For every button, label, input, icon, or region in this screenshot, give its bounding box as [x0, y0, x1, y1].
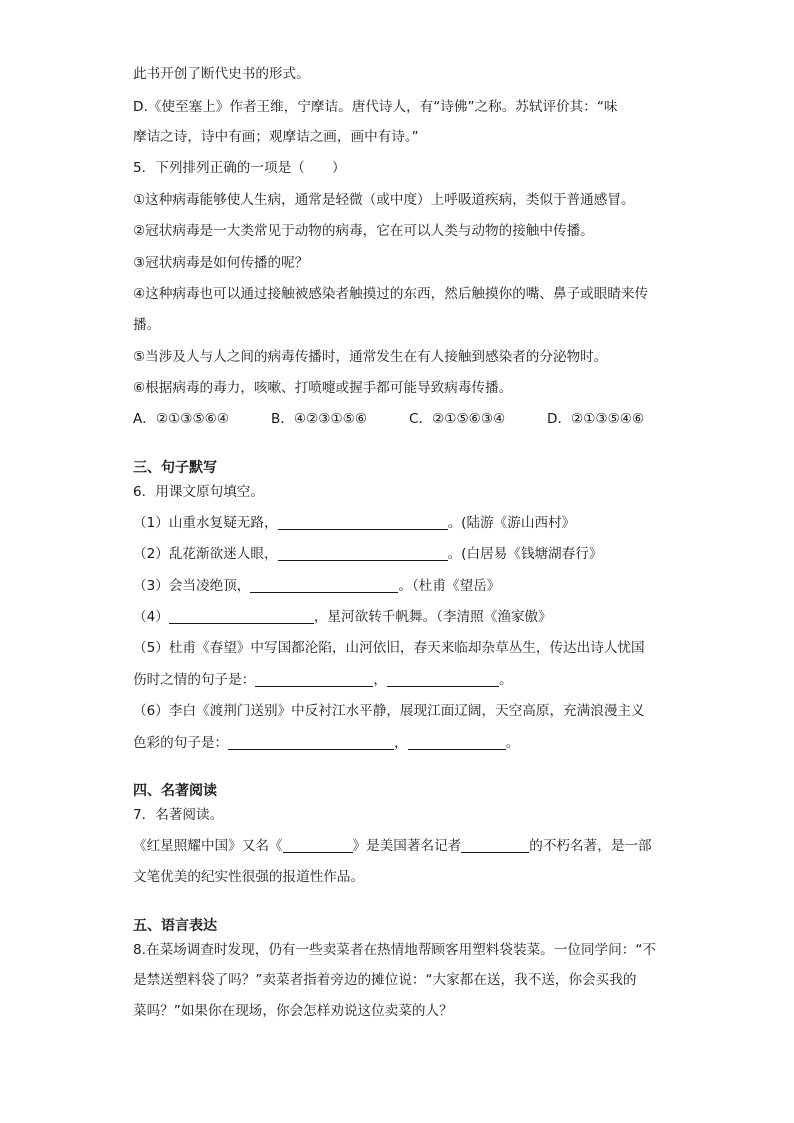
q6-item-6a: （6）李白《渡荆门送别》中反衬江水平静，展现江面辽阔，天空高原，充满浪漫主义	[133, 703, 645, 719]
q7-line-1-text: 《红星照耀中国》又名《	[133, 838, 283, 854]
answer-blank[interactable]	[278, 515, 448, 530]
q5-options	[133, 409, 673, 429]
q5-option-d[interactable]: D．②①③⑤④⑥	[547, 411, 645, 427]
q6-item-3-text: （3）会当凌绝顶，	[133, 578, 251, 594]
q6-item-4-source: ，星河欲转千帆舞。（李清照《渔家傲》	[313, 609, 552, 625]
q6-item-3	[133, 576, 673, 596]
q6-item-5a: （5）杜甫《春望》中写国都沦陷，山河依旧，春天来临却杂草丛生，传达出诗人忧国	[133, 640, 645, 656]
q5-sentence-4b: 播。	[133, 317, 161, 333]
answer-blank[interactable]	[255, 672, 373, 687]
q6-item-5b	[133, 670, 673, 690]
q5-sentence-1: ①这种病毒能够使人生病，通常是轻微（或中度）上呼吸道疾病，类似于普通感冒。	[133, 192, 635, 208]
q5-sentence-3: ③冠状病毒是如何传播的呢？	[133, 255, 309, 271]
answer-blank[interactable]	[387, 672, 499, 687]
q6-item-1-text: （1）山重水复疑无路，	[133, 515, 278, 531]
q6-item-1	[133, 513, 673, 533]
q4-tail-line: 此书开创了断代史书的形式。	[133, 66, 310, 82]
q6-item-2-text: （2）乱花渐欲迷人眼，	[133, 546, 278, 562]
answer-blank[interactable]	[278, 546, 448, 561]
q5-sentence-4a: ④这种病毒也可以通过接触被感染者触摸过的东西，然后触摸你的嘴、鼻子或眼睛来传	[133, 286, 649, 302]
q5-sentence-2: ②冠状病毒是一大类常见于动物的病毒，它在可以人类与动物的接触中传播。	[133, 223, 594, 239]
q6-item-6-period: 。	[505, 735, 520, 751]
answer-blank[interactable]	[228, 735, 394, 750]
q7-line-2: 文笔优美的纪实性很强的报道性作品。	[133, 869, 365, 885]
q7-line-1-end: 的不朽名著，是一部	[529, 838, 652, 854]
answer-blank[interactable]	[408, 735, 506, 750]
q4-option-d-line1: D.《使至塞上》作者王维，宁摩诘。唐代诗人，有“诗佛”之称。苏轼评价其：“味	[133, 99, 618, 115]
q6-item-5-comma: ，	[373, 672, 387, 688]
answer-blank[interactable]	[169, 609, 314, 624]
q4-option-d-line2: 摩诘之诗，诗中有画；观摩诘之画，画中有诗。”	[133, 129, 419, 145]
section-4-title: 四、名著阅读	[133, 783, 217, 799]
q6-item-1-source: 。(陆游《游山西村》	[447, 515, 576, 531]
q6-item-2-source: 。(白居易《钱塘湖春行》	[447, 546, 603, 562]
q6-item-3-source: 。（杜甫《望岳》	[398, 578, 501, 594]
answer-blank[interactable]	[283, 838, 353, 853]
q7-line-1	[133, 836, 673, 856]
q6-item-2	[133, 544, 673, 564]
q6-item-5-prompt: 伤时之情的句子是：	[133, 672, 256, 688]
q5-stem: 5．下列排列正确的一项是（ ）	[133, 160, 346, 176]
q7-line-1-mid: 》是美国著名记者	[352, 838, 462, 854]
q6-item-5-period: 。	[498, 672, 513, 688]
q8-line-2: 是禁送塑料袋了吗？”卖菜者指着旁边的摊位说：“大家都在送，我不送，你会买我的	[133, 972, 637, 988]
q6-item-6-comma: ，	[394, 735, 408, 751]
q6-item-6b	[133, 733, 673, 753]
section-5-title: 五、语言表达	[133, 918, 217, 934]
q5-option-a[interactable]: A．②①③⑤⑥④	[133, 411, 230, 427]
q6-item-4	[133, 607, 673, 627]
q8-line-3: 菜吗？”如果你在现场，你会怎样劝说这位卖菜的人？	[133, 1003, 453, 1019]
q5-option-c[interactable]: C．②①⑤⑥③④	[409, 411, 506, 427]
q5-sentence-6: ⑥根据病毒的毒力，咳嗽、打喷嚏或握手都可能导致病毒传播。	[133, 380, 513, 396]
q5-sentence-5: ⑤当涉及人与人之间的病毒传播时，通常发生在有人接触到感染者的分泌物时。	[133, 349, 608, 365]
q6-stem: 6．用课文原句填空。	[133, 484, 264, 500]
q5-option-b[interactable]: B．④②③①⑤⑥	[271, 411, 368, 427]
q6-item-4-text: （4）	[133, 609, 169, 625]
answer-blank[interactable]	[250, 578, 398, 593]
q6-item-6-prompt: 色彩的句子是：	[133, 735, 229, 751]
section-3-title: 三、句子默写	[133, 460, 217, 476]
q8-line-1: 8.在菜场调查时发现，仍有一些卖菜者在热情地帮顾客用塑料袋装菜。一位同学问：“不	[133, 942, 656, 958]
q7-stem: 7．名著阅读。	[133, 807, 224, 823]
answer-blank[interactable]	[461, 838, 529, 853]
